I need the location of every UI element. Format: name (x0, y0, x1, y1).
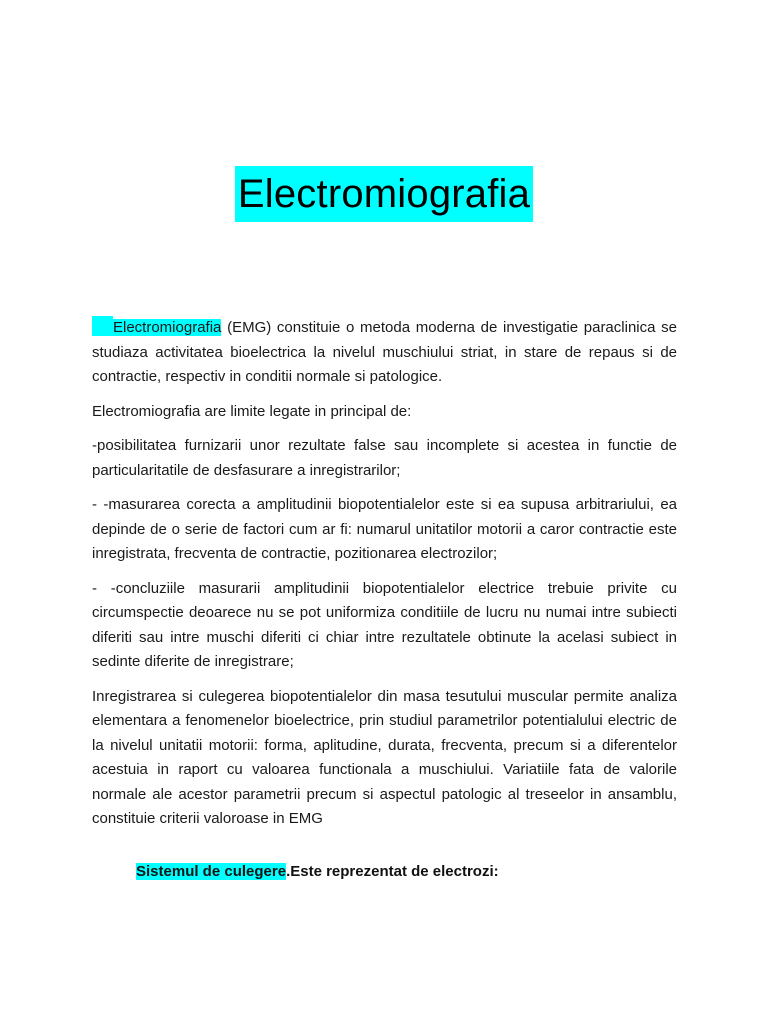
highlight-indent (92, 316, 113, 336)
document-body (92, 316, 677, 842)
limit-paragraph-3: - -concluziile masurarii amplitudinii biopotentialelor electrice trebuie privite cu circumspectie deoarece nu se pot uniformiza conditiile de lucru nu numai intre subiecti diferiti sau intre muschi diferiti ci chiar intre rezultatele obtinute la acelasi subiect in sedinte diferite de inregistrare; (92, 579, 677, 670)
limit-paragraph-2: - -masurarea corecta a amplitudinii biopotentialelor este si ea supusa arbitrariului, ea depinde de o serie de factori cum ar fi: numarul unitatilor motorii a caror contractie este inregistrata, frecventa de contractie, pozitionarea electrozilor; (92, 496, 677, 562)
system-heading-rest: .Este reprezentat de electrozi: (286, 863, 499, 880)
intro-paragraph (92, 316, 677, 390)
recording-paragraph: Inregistrarea si culegerea biopotentialelor din masa tesutului muscular permite analiza elementara a fenomenelor bioelectrice, prin studiul parametrilor potentialului electric de la nivelul unitatii motorii: forma, aplitudine, durata, frecventa, precum si a diferentelor acestuia in raport cu valoarea functionala a muschiului. Variatiile fata de valorile normale ale acestor parametrii precum si aspectul patologic al treseelor in ansamblu, constituie criterii valoroase in EMG (92, 687, 677, 827)
intro-term: Electromiografia (113, 319, 222, 336)
system-heading-highlight: Sistemul de culegere (136, 863, 287, 880)
limits-intro-paragraph: Electromiografia are limite legate in principal de: (92, 402, 412, 420)
intro-text: (EMG) constituie o metoda moderna de investigatie paraclinica se studiaza activitatea bioelectrica la nivelul muschiului striat, in stare de repaus si de contractie, respectiv in conditii normale si patologice. (92, 319, 677, 385)
limit-paragraph-1: -posibilitatea furnizarii unor rezultate false sau incomplete si acestea in functie de particularitatile de desfasurare a inregistrarilor; (92, 437, 677, 479)
system-heading (136, 860, 499, 884)
document-title: Electromiografia (235, 166, 533, 222)
title-container (0, 166, 768, 222)
